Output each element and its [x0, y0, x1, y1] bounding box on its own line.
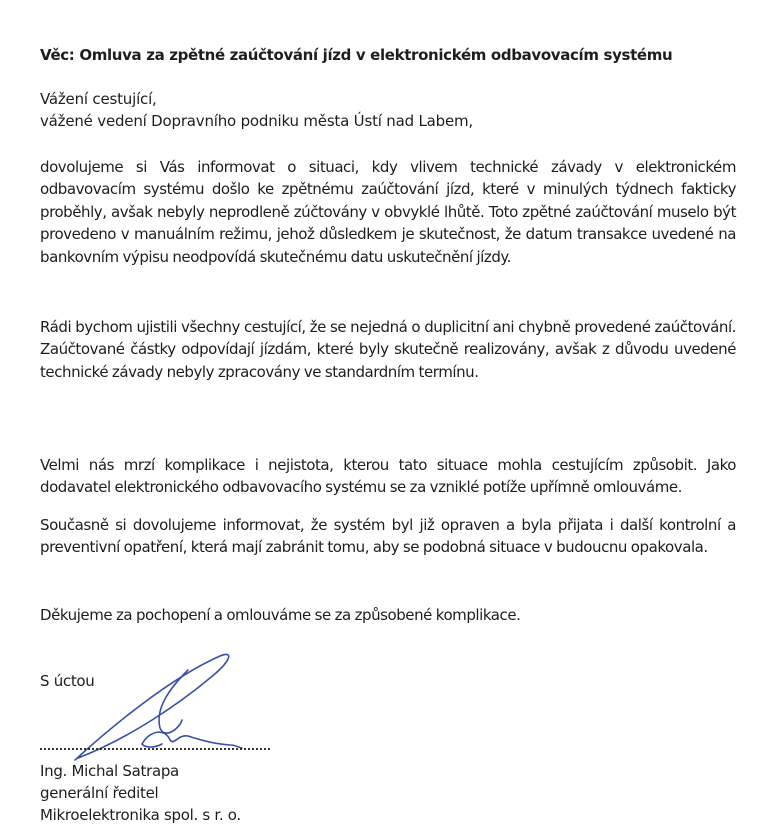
paragraph: dovolujeme si Vás informovat o situaci, kdy vlivem technické závady v elektronickém odbavovacím systému došlo ke zpětnému zaúčtování jízd, které v minulých týdnech fakticky proběhly, avšak nebyly neprodleně zúčtovány v obvyklé lhůtě. Toto zpětné zaúčtování muselo být provedeno v manuálním režimu, jehož důsledkem je skutečnost, že datum transakce uvedené na bankovním výpisu neodpovídá skutečnému datu uskutečnění jízdy.	[40, 158, 736, 266]
closing: S úctou	[40, 672, 95, 690]
signatory-name: Ing. Michal Satrapa	[40, 762, 179, 780]
paragraph: Děkujeme za pochopení a omlouváme se za způsobené komplikace.	[40, 606, 521, 624]
salutation-line: Vážení cestující,	[40, 90, 157, 108]
signature-line	[40, 748, 270, 750]
paragraph: Velmi nás mrzí komplikace i nejistota, kterou tato situace mohla cestujícím způsobit. Jako dodavatel elektronického odbavovacího systému se za vzniklé potíže upřímně omlouváme.	[40, 456, 736, 497]
letter-subject: Věc: Omluva za zpětné zaúčtování jízd v elektronickém odbavovacím systému	[40, 46, 673, 64]
paragraph: Rádi bychom ujistili všechny cestující, že se nejedná o duplicitní ani chybně provedené zaúčtování. Zaúčtované částky odpovídají jízdám, které byly skutečně realizovány, avšak z důvodu uvedené technické závady nebyly zpracovány ve standardním termínu.	[40, 318, 736, 381]
paragraph: Současně si dovolujeme informovat, že systém byl již opraven a byla přijata i další kontrolní a preventivní opatření, která mají zabránit tomu, aby se podobná situace v budoucnu opakovala.	[40, 516, 736, 557]
salutation	[40, 88, 473, 132]
handwritten-signature-icon	[70, 648, 270, 764]
signatory-company: Mikroelektronika spol. s r. o.	[40, 806, 241, 824]
salutation-line: vážené vedení Dopravního podniku města Ústí nad Labem,	[40, 112, 473, 130]
signatory-block	[40, 760, 241, 826]
signatory-title: generální ředitel	[40, 784, 159, 802]
